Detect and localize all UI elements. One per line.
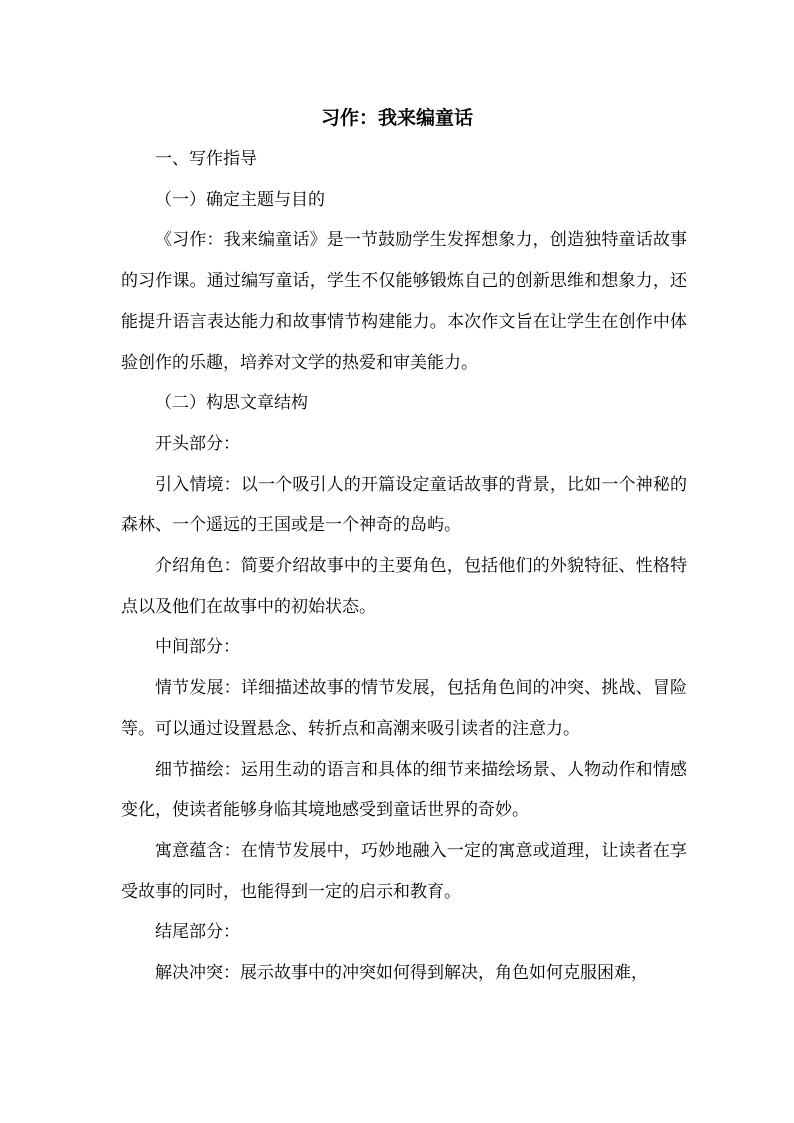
document-body <box>121 139 687 994</box>
body-paragraph: 介绍角色：简要介绍故事中的主要角色，包括他们的外貌特征、性格特点以及他们在故事中的初始状态。 <box>121 556 687 617</box>
body-paragraph: 《习作：我来编童话》是一节鼓励学生发挥想象力，创造独特童话故事的习作课。通过编写童话，学生不仅能够锻炼自己的创新思维和想象力，还能提升语言表达能力和故事情节构建能力。本次作文旨在让学生在创作中体验创作的乐趣，培养对文学的热爱和审美能力。 <box>121 230 687 373</box>
subsection-heading: （二）构思文章结构 <box>155 393 308 414</box>
part-heading: 中间部分： <box>155 637 240 658</box>
section-heading: 一、写作指导 <box>155 149 257 169</box>
document-title: 习作：我来编童话 <box>320 107 473 129</box>
body-paragraph: 寓意蕴含：在情节发展中，巧妙地融入一定的寓意或道理，让读者在享受故事的同时，也能得到一定的启示和教育。 <box>121 840 687 902</box>
subsection-heading: （一）确定主题与目的 <box>155 189 325 210</box>
body-paragraph: 引入情境：以一个吸引人的开篇设定童话故事的背景，比如一个神秘的森林、一个遥远的王国或是一个神奇的岛屿。 <box>121 474 687 536</box>
body-paragraph: 解决冲突：展示故事中的冲突如何得到解决，角色如何克服困难， <box>155 963 648 984</box>
part-heading: 结尾部分： <box>155 922 240 943</box>
part-heading: 开头部分： <box>155 433 240 454</box>
body-paragraph: 细节描绘：运用生动的语言和具体的细节来描绘场景、人物动作和情感变化，使读者能够身临其境地感受到童话世界的奇妙。 <box>121 759 687 821</box>
body-paragraph: 情节发展：详细描述故事的情节发展，包括角色间的冲突、挑战、冒险等。可以通过设置悬念、转折点和高潮来吸引读者的注意力。 <box>121 678 687 739</box>
